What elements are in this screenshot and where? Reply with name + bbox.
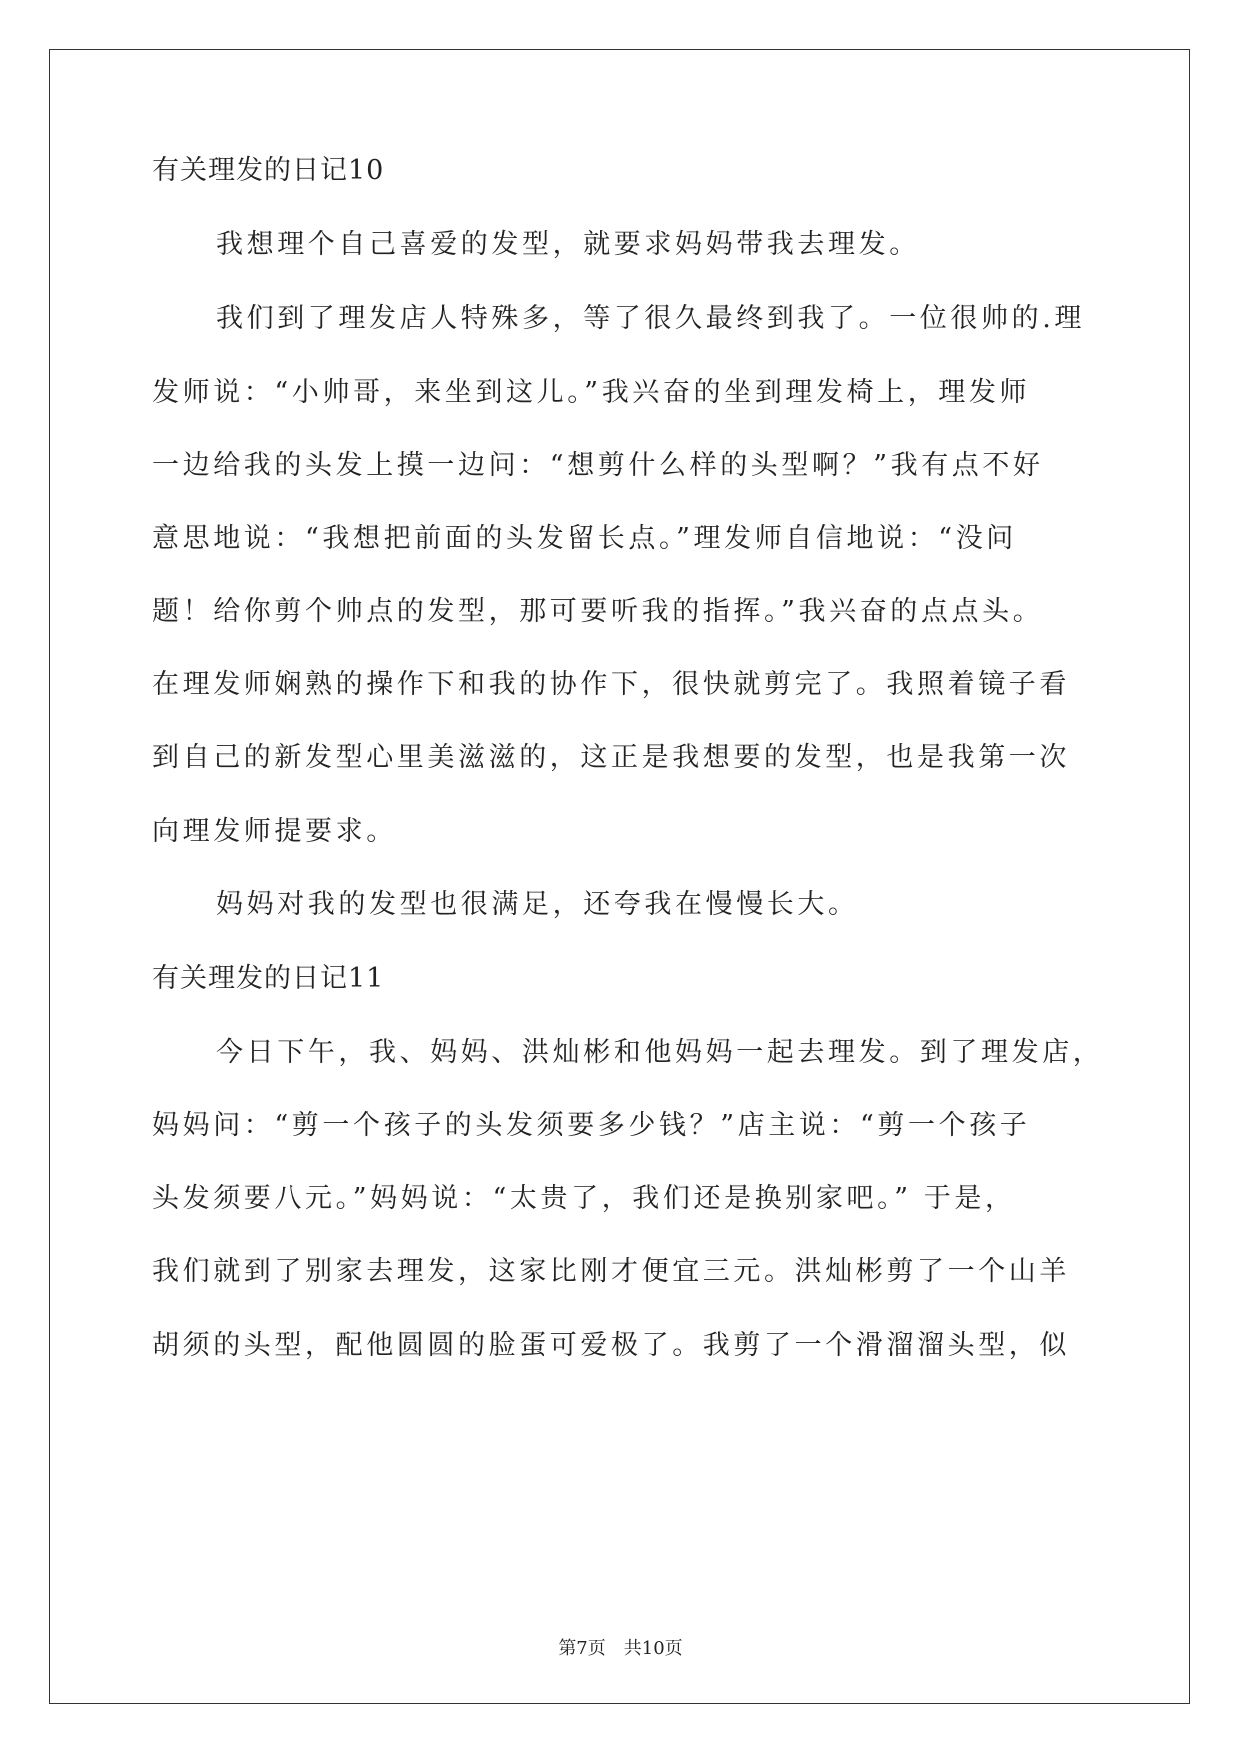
paragraph-line: 在理发师娴熟的操作下和我的协作下，很快就剪完了。我照着镜子看 [152, 669, 1070, 700]
paragraph-line: 我们到了理发店人特殊多，等了很久最终到我了。一位很帅的.理 [216, 303, 1085, 334]
paragraph-line: 妈妈对我的发型也很满足，还夸我在慢慢长大。 [216, 889, 859, 920]
section-heading-10: 有关理发的日记10 [152, 155, 385, 186]
page-total: 共10页 [623, 1638, 683, 1659]
page-number: 第7页 [558, 1638, 606, 1659]
page-border [49, 49, 1190, 1704]
paragraph-line: 到自己的新发型心里美滋滋的，这正是我想要的发型，也是我第一次 [152, 742, 1070, 773]
paragraph-line: 我们就到了别家去理发，这家比刚才便宜三元。洪灿彬剪了一个山羊 [152, 1256, 1070, 1287]
paragraph-line: 我想理个自己喜爱的发型，就要求妈妈带我去理发。 [216, 229, 920, 260]
paragraph-line: 意思地说：“我想把前面的头发留长点。”理发师自信地说：“没问 [152, 523, 1017, 554]
paragraph-line: 发师说：“小帅哥，来坐到这儿。”我兴奋的坐到理发椅上，理发师 [152, 377, 1031, 408]
paragraph-line: 妈妈问：“剪一个孩子的头发须要多少钱？”店主说：“剪一个孩子 [152, 1110, 1031, 1141]
paragraph-line: 题！给你剪个帅点的发型，那可要听我的指挥。”我兴奋的点点头。 [152, 596, 1044, 627]
paragraph-line: 头发须要八元。”妈妈说：“太贵了，我们还是换别家吧。” 于是， [152, 1183, 1016, 1214]
paragraph-line: 一边给我的头发上摸一边问：“想剪什么样的头型啊？”我有点不好 [152, 450, 1044, 481]
paragraph-line: 向理发师提要求。 [152, 816, 397, 847]
paragraph-line: 胡须的头型，配他圆圆的脸蛋可爱极了。我剪了一个滑溜溜头型，似 [152, 1330, 1070, 1361]
paragraph-line: 今日下午，我、妈妈、洪灿彬和他妈妈一起去理发。到了理发店， [216, 1037, 1104, 1068]
section-heading-11: 有关理发的日记11 [152, 963, 385, 994]
page-footer [0, 1638, 1241, 1660]
